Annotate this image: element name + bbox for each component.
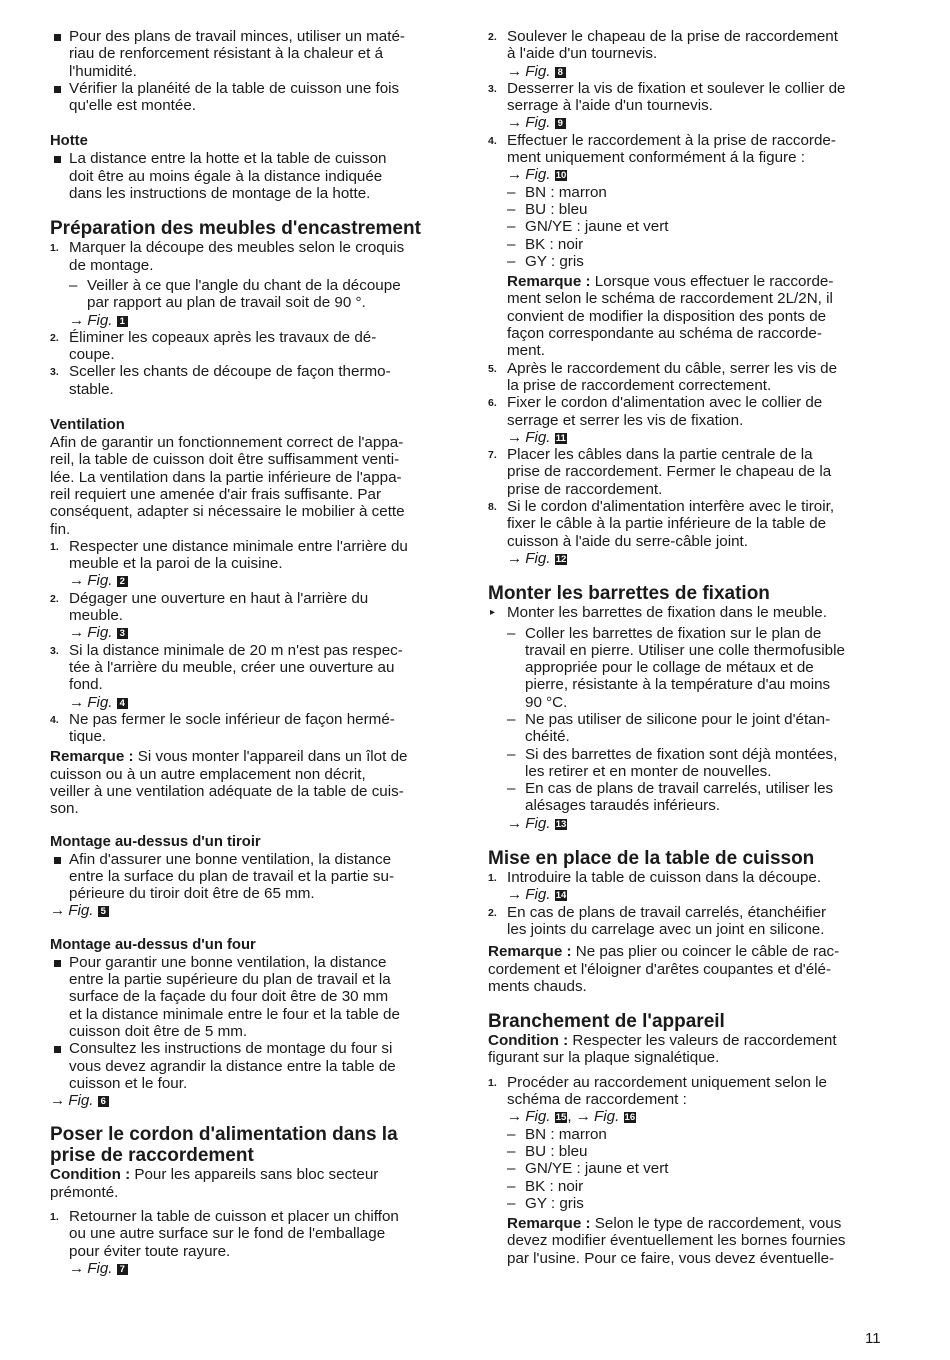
wire-color-item [488,184,890,201]
section-heading-cordon: Poser le cordon d'alimentation dans la prise de raccordement [50,1124,398,1167]
note-paragraph [50,748,452,817]
note-text: Lorsque vous effectuer le raccorde- ment selon le schéma de raccordement 2L/2N, il convient de modifier la disposition des ponts de façon correspondante au schéma de raccorde- ment. [507,273,834,360]
figure-reference [488,166,890,183]
figure-number-badge: 7 [117,1264,128,1275]
step-text: Respecter une distance minimale entre l'arrière du meuble et la paroi de la cuisine. [69,537,408,573]
step-text: Placer les câbles dans la partie centrale de la prise de raccordement. Fermer le chapeau de la prise de raccordement. [507,446,832,498]
step-number: 4. [488,134,497,147]
step-item [50,538,452,573]
step-text: Sceller les chants de découpe de façon thermo- stable. [69,363,391,398]
bullet-square-icon [54,156,61,163]
figure-reference [50,902,452,919]
list-item-text: Vérifier la planéité de la table de cuisson une fois qu'elle est montée. [69,79,400,115]
arrow-icon: → [507,166,523,184]
wire-color-item [488,218,890,235]
wire-color-text: BU : bleu [525,200,588,218]
condition-paragraph [50,1166,452,1201]
step-number: 2. [50,331,59,344]
step-text: Ne pas fermer le socle inférieur de façon hermé- tique. [69,710,395,746]
arrow-icon: → [507,814,523,832]
sub-item [488,711,890,746]
dash-marker: – [507,780,516,798]
figure-number-badge: 13 [555,818,567,830]
wire-color-item [488,253,890,270]
sub-item-text: Coller les barrettes de fixation sur le plan de travail en pierre. Utiliser une colle thermofusible appropriée pour le collage de métaux et de pierre, résistante à la température d'au moins 90 °C. [525,624,845,711]
condition-label: Condition : [50,1166,131,1184]
fig-word: Fig. [68,902,94,920]
page-number: 11 [865,1330,881,1347]
step-number: 3. [50,366,59,379]
action-text: Monter les barrettes de fixation dans le meuble. [507,604,827,622]
step-item [488,132,890,167]
step-item [50,1208,452,1260]
step-text: Desserrer la vis de fixation et soulever le collier de serrage à l'aide d'un tournevis. [507,79,846,115]
paragraph: Afin de garantir un fonctionnement correct de l'appa- reil, la table de cuisson doit être suffisamment venti- lée. La ventilation dans la partie inférieure de l'appa- reil requiert une amenée d'air frais suffisante. Par conséquent, adapter si nécessaire le mobilier à cette fin. [50,434,405,538]
list-item [50,954,452,1040]
arrow-icon: → [507,62,523,80]
figure-number-badge: 9 [555,118,566,129]
list-item [50,150,452,202]
condition-label: Condition : [488,1032,569,1050]
fig-word: Fig. [525,428,551,446]
wire-color-item [488,201,890,218]
figure-number-badge: 2 [117,576,128,587]
fig-word: Fig. [68,1092,94,1110]
dash-marker: – [507,624,516,642]
step-text: Si le cordon d'alimentation interfère avec le tiroir, fixer le câble à la partie inférieure de la table de cuisson à l'aide du serre-câble joint. [507,498,835,550]
wire-color-item [488,1160,890,1177]
bullet-square-icon [54,86,61,93]
fig-word: Fig. [525,886,551,904]
list-item-text: Pour des plans de travail minces, utiliser un maté- riau de renforcement résistant à la chaleur et á l'humidité. [69,28,405,80]
arrow-icon: → [507,886,523,904]
step-number: 8. [488,501,497,514]
figure-number-badge: 1 [117,316,128,327]
step-item [50,590,452,625]
list-item [50,851,452,903]
sub-item-text: Si des barrettes de fixation sont déjà montées, les retirer et en monter de nouvelles. [525,745,838,780]
fig-word: Fig. [87,1259,113,1277]
figure-number-badge: 5 [98,906,109,917]
step-text: Après le raccordement du câble, serrer les vis de la prise de raccordement correctement. [507,359,838,394]
step-text: Retourner la table de cuisson et placer un chiffon ou une autre surface sur le fond de l'emballage pour éviter toute rayure. [69,1208,399,1260]
note-paragraph [488,1215,890,1267]
section-heading-hotte: Hotte [50,133,88,150]
dash-marker: – [507,218,516,236]
sub-item [488,746,890,781]
figure-reference [50,1260,452,1277]
figure-number-badge: 14 [555,890,567,902]
arrow-icon: → [507,114,523,132]
step-item [488,498,890,550]
note-label: Remarque : [507,1215,591,1233]
step-text: Fixer le cordon d'alimentation avec le collier de serrage et serrer les vis de fixation. [507,394,823,429]
note-label: Remarque : [488,943,572,961]
wire-color-text: GY : gris [525,252,584,270]
figure-reference [50,572,452,589]
step-item [50,711,452,746]
step-item [488,904,890,939]
step-text: Introduire la table de cuisson dans la découpe. [507,869,822,887]
step-number: 1. [50,242,59,255]
dash-marker: – [69,276,78,294]
figure-number-badge: 10 [555,170,567,182]
action-item [488,604,890,621]
triangle-bullet-icon: ▸ [490,607,496,619]
dash-marker: – [507,1125,516,1143]
arrow-icon: → [50,1092,66,1110]
section-heading-barrettes: Monter les barrettes de fixation [488,583,770,605]
dash-marker: – [507,1177,516,1195]
wire-color-text: BK : noir [525,235,584,253]
step-number: 1. [488,1076,497,1089]
wire-color-text: BN : marron [525,1125,607,1143]
figure-number-badge: 15 [555,1112,567,1124]
step-item [50,642,452,694]
note-text: Selon le type de raccordement, vous devez modifier éventuellement les bornes fournies par l'usine. Pour ce faire, vous devez éventuelle- [507,1215,846,1267]
section-heading-mise-en-place: Mise en place de la table de cuisson [488,848,815,870]
list-item-text: Pour garantir une bonne ventilation, la distance entre la partie supérieure du plan de travail et la surface de la façade du four doit être de 30 mm et la distance minimale entre le four et la table de cuisson doit être de 5 mm. [69,953,400,1040]
dash-marker: – [507,745,516,763]
step-number: 3. [50,644,59,657]
note-text: Ne pas plier ou coincer le câble de rac- cordement et l'éloigner d'arêtes coupantes et d'élé- ments chauds. [488,943,840,995]
step-item [50,329,452,364]
figure-reference [50,694,452,711]
figure-reference [488,63,890,80]
arrow-icon: → [69,693,85,711]
list-item [50,80,452,115]
section-heading-preparation: Préparation des meubles d'encastrement [50,218,421,240]
step-text: Soulever le chapeau de la prise de raccordement à l'aide d'un tournevis. [507,28,838,63]
fig-word: Fig. [525,62,551,80]
wire-color-text: BK : noir [525,1177,584,1195]
fig-word: Fig. [525,814,551,832]
fig-word: Fig. [525,1108,551,1126]
section-heading-tiroir: Montage au-dessus d'un tiroir [50,833,261,850]
condition-text: Pour les appareils sans bloc secteur prémonté. [50,1166,379,1201]
note-text: Si vous monter l'appareil dans un îlot de cuisson ou à un autre emplacement non décrit, veiller à une ventilation adéquate de la table de cuis- son. [50,748,408,818]
dash-marker: – [507,235,516,253]
figure-number-badge: 11 [555,432,566,444]
step-text: En cas de plans de travail carrelés, étanchéifier les joints du carrelage avec un joint en silicone. [507,903,827,938]
step-item [488,446,890,498]
figure-number-badge: 6 [98,1096,109,1107]
figure-number-badge: 3 [117,628,128,639]
arrow-icon: → [507,1108,523,1126]
wire-color-text: GN/YE : jaune et vert [525,218,669,236]
fig-word: Fig. [525,166,551,184]
step-number: 1. [488,872,497,885]
dash-marker: – [507,1142,516,1160]
section-heading-four: Montage au-dessus d'un four [50,936,256,953]
arrow-icon: → [575,1108,591,1126]
step-item [488,394,890,429]
sub-item [488,625,890,711]
figure-reference [50,312,452,329]
bullet-square-icon [54,34,61,41]
figure-number-badge: 4 [117,698,128,709]
step-item [488,360,890,395]
sub-item-text: En cas de plans de travail carrelés, utiliser les alésages taraudés inférieurs. [525,780,834,815]
figure-number-badge: 16 [624,1112,636,1124]
step-number: 4. [50,713,59,726]
dash-marker: – [507,252,516,270]
figure-reference [50,1092,452,1109]
step-text: Si la distance minimale de 20 m n'est pas respec- tée à l'arrière du meuble, créer une ouverture au fond. [69,641,403,694]
list-item-text: Afin d'assurer une bonne ventilation, la distance entre la surface du plan de travail et la partie su- périeure du tiroir doit être de 65 mm. [69,850,395,903]
wire-color-text: GN/YE : jaune et vert [525,1160,669,1178]
arrow-icon: → [69,624,85,642]
list-item-text: La distance entre la hotte et la table de cuisson doit être au moins égale à la distance indiquée dans les instructions de montage de la hotte. [69,150,387,203]
sub-item [488,780,890,815]
step-text: Procéder au raccordement uniquement selon le schéma de raccordement : [507,1073,827,1109]
fig-word: Fig. [87,693,113,711]
figure-reference: → Fig. 15, → Fig. 16 [507,1108,636,1126]
figure-reference [488,114,890,131]
step-number: 3. [488,82,497,95]
step-number: 2. [488,31,497,43]
figure-reference [488,550,890,567]
bullet-square-icon [54,960,61,967]
figure-number-badge: 8 [555,67,566,78]
fig-word: Fig. [87,624,113,642]
list-item [50,28,452,80]
arrow-icon: → [507,549,523,567]
step-number: 1. [50,1211,59,1224]
left-column [50,28,452,1277]
step-item [488,1074,890,1109]
step-number: 2. [488,906,497,919]
dash-marker: – [507,183,516,201]
arrow-icon: → [507,428,523,446]
arrow-icon: → [69,311,85,329]
wire-color-item [488,236,890,253]
step-text: Effectuer le raccordement à la prise de raccorde- ment uniquement conformément á la figure : [507,131,836,167]
fig-word: Fig. [87,311,113,329]
wire-color-item [488,1143,890,1160]
step-item [50,239,452,274]
section-heading-branchement: Branchement de l'appareil [488,1011,725,1033]
dash-marker: – [507,1194,516,1212]
wire-color-item [488,1195,890,1212]
note-label: Remarque : [50,748,134,766]
wire-color-text: BU : bleu [525,1142,588,1160]
fig-word: Fig. [525,549,551,567]
fig-word: Fig. [525,114,551,132]
step-item [50,363,452,398]
dash-marker: – [507,1160,516,1178]
step-number: 1. [50,540,59,553]
step-number: 6. [488,397,497,410]
arrow-icon: → [69,1259,85,1277]
dash-marker: – [507,710,516,728]
dash-marker: – [507,200,516,218]
section-heading-ventilation: Ventilation [50,417,125,434]
step-item [488,28,890,63]
step-text: Dégager une ouverture en haut à l'arrière du meuble. [69,589,369,625]
condition-paragraph [488,1032,890,1067]
step-number: 2. [50,592,59,605]
step-item [488,80,890,115]
right-column [488,28,890,1267]
figure-reference [488,886,890,903]
note-paragraph [488,273,890,359]
list-item-text: Consultez les instructions de montage du four si vous devez agrandir la distance entre la table de cuisson et le four. [69,1040,396,1092]
sub-item-text: Ne pas utiliser de silicone pour le joint d'étan- chéité. [525,710,831,746]
condition-text: Respecter les valeurs de raccordement figurant sur la plaque signalétique. [488,1032,837,1067]
wire-color-text: GY : gris [525,1194,584,1212]
step-number: 5. [488,362,497,375]
step-item [488,869,890,886]
step-text: Marquer la découpe des meubles selon le croquis de montage. [69,239,405,274]
wire-color-item [488,1126,890,1143]
figure-reference [488,815,890,832]
bullet-square-icon [54,1046,61,1053]
step-text: Éliminer les copeaux après les travaux de dé- coupe. [69,328,377,364]
figure-number-badge: 12 [555,553,567,565]
sub-item [50,277,452,312]
list-item [50,1040,452,1092]
step-number: 7. [488,449,497,462]
note-paragraph [488,943,890,995]
figure-reference [50,624,452,641]
wire-color-item [488,1178,890,1195]
sub-item-text: Veiller à ce que l'angle du chant de la découpe par rapport au plan de travail soit de 90 °. [87,276,401,312]
wire-color-text: BN : marron [525,183,607,201]
note-label: Remarque : [507,273,591,291]
figure-reference [488,429,890,446]
fig-word: Fig. [87,572,113,590]
bullet-square-icon [54,857,61,864]
arrow-icon: → [50,902,66,920]
arrow-icon: → [69,572,85,590]
fig-word: Fig. [593,1108,620,1126]
